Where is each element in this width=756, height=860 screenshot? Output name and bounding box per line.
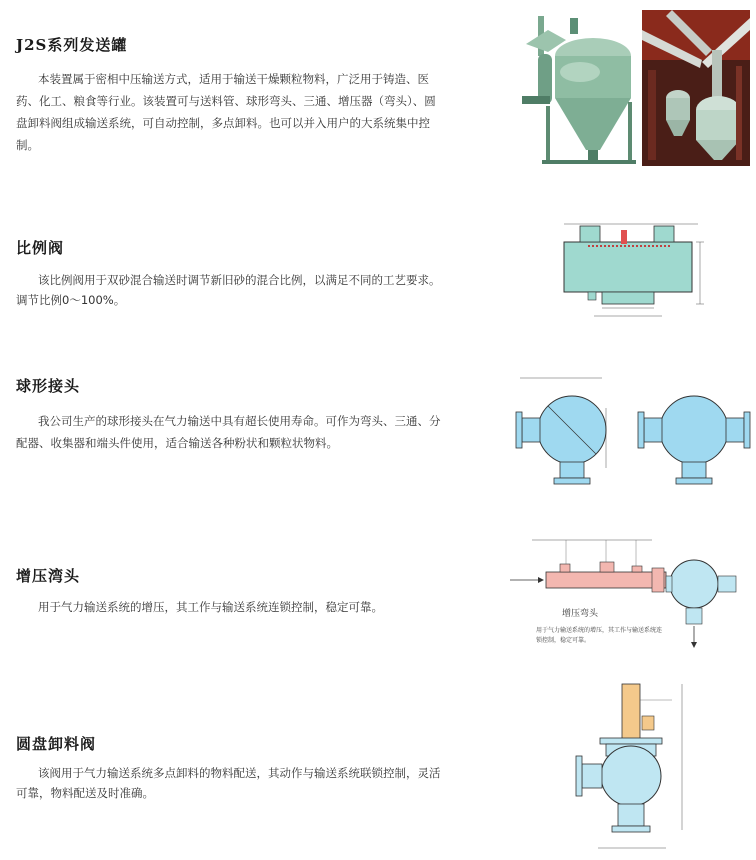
desc-line: 该阀用于气力输送系统多点卸料的物料配送，其动作与输送系统联锁控制，灵活 [38,766,441,780]
section-description [16,410,441,454]
section-description [16,270,441,310]
desc-line: 本装置属于密相中压输送方式，适用于输送干燥颗粒物料，广泛用于铸造、医 [38,72,429,86]
desc-line: 该比例阀用于双砂混合输送时调节新旧砂的混合比例，以满足不同的工艺要求。 [38,273,441,287]
desc-line: 调节比例0～100%。 [16,293,126,307]
tank-product-image [508,10,638,168]
section-title: 比例阀 [16,239,65,257]
desc-line: 配器、收集器和端头件使用，适合输送各种粉状和颗粒状物料。 [16,436,338,450]
section-title: 圆盘卸料阀 [16,735,97,753]
disc-valve-drawing [562,670,696,856]
section-description [16,68,436,156]
desc-line: 制。 [16,138,39,152]
proportional-valve-drawing [558,212,716,322]
desc-line: 用于气力输送系统的增压，其工作与输送系统连锁控制，稳定可靠。 [38,600,383,614]
ball-joint-drawing [502,368,754,500]
desc-line: 盘卸料阀组成输送系统，可自动控制，多点卸料。也可以并入用户的大系统集中控 [16,116,430,130]
booster-note: 锁控制，稳定可靠。 [536,637,591,644]
section-title: 增压湾头 [16,567,81,585]
installation-photo [642,10,750,166]
booster-note: 用于气力输送系统的增压，其工作与输送系统连 [536,627,663,634]
booster-elbow-drawing [502,528,754,654]
section-title: 球形接头 [16,377,81,395]
booster-caption: 增压弯头 [562,609,599,619]
section-description [16,596,383,618]
section-title: J2S系列发送罐 [16,36,128,54]
desc-line: 药、化工、粮食等行业。该装置可与送料管、球形弯头、三通、增压器（弯头）、圆 [16,94,436,108]
desc-line: 可靠，物料配送及时准确。 [16,786,154,800]
section-description [16,763,441,803]
desc-line: 我公司生产的球形接头在气力输送中具有超长使用寿命。可作为弯头、三通、分 [38,414,441,428]
